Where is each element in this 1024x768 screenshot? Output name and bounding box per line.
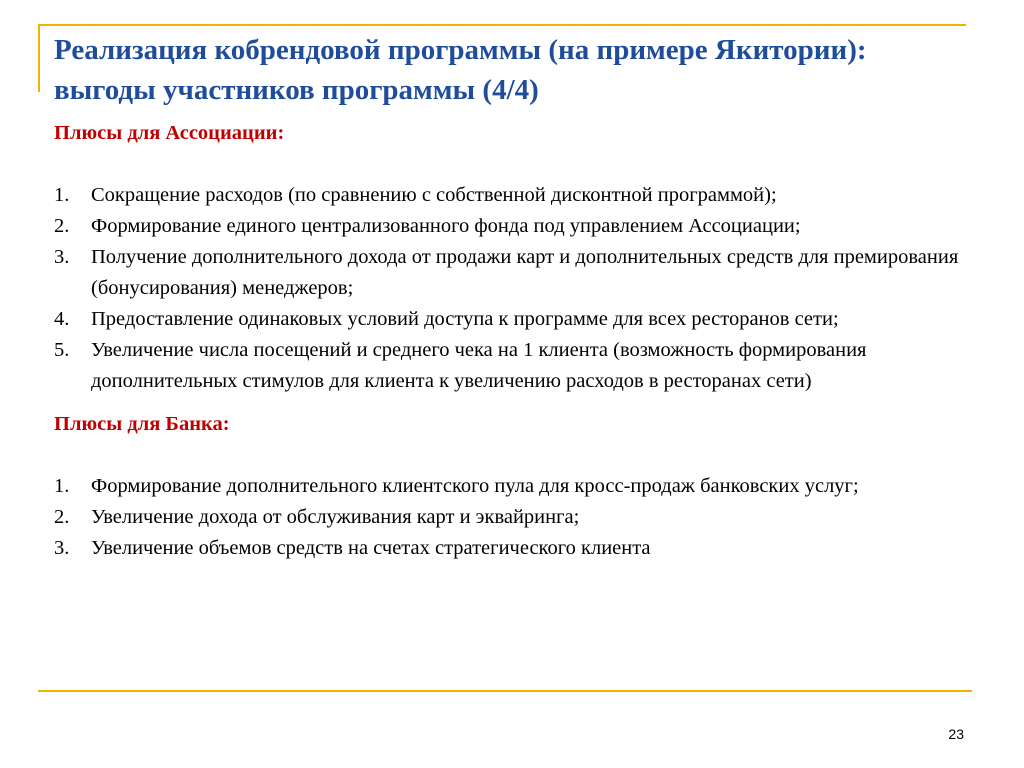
bank-benefits-list [54, 471, 964, 564]
section-bank [54, 409, 964, 564]
list-item-text: Увеличение объемов средств на счетах стратегического клиента [91, 537, 651, 559]
section-heading-bank: Плюсы для Банка: [54, 413, 230, 435]
slide-title: Реализация кобрендовой программы (на примере Якитории): выгоды участников программы (4/4) [54, 34, 867, 106]
bottom-border-line [38, 690, 972, 692]
list-item-number: 1. [54, 475, 70, 497]
list-item-text: Увеличение дохода от обслуживания карт и эквайринга; [91, 506, 580, 528]
list-item-number: 2. [54, 506, 70, 528]
association-benefits-list [54, 180, 964, 397]
list-item-text: Предоставление одинаковых условий доступа к программе для всех ресторанов сети; [91, 308, 839, 330]
list-item-number: 2. [54, 215, 70, 237]
blank-line [54, 440, 964, 471]
list-item-text: Формирование единого централизованного фонда под управлением Ассоциации; [91, 215, 801, 237]
list-item [54, 533, 964, 564]
list-item [54, 502, 964, 533]
slide-content [54, 118, 964, 564]
section-gap [54, 397, 964, 409]
list-item-text: Получение дополнительного дохода от продажи карт и дополнительных средств для премирования (бонусирования) менеджеров; [91, 246, 959, 299]
list-item [54, 471, 964, 502]
left-border-line [38, 24, 40, 92]
list-item-text: Сокращение расходов (по сравнению с собственной дисконтной программой); [91, 184, 777, 206]
page-number: 23 [948, 726, 964, 742]
list-item [54, 304, 964, 335]
list-item-number: 4. [54, 308, 70, 330]
top-border-line [38, 24, 966, 26]
list-item-number: 3. [54, 537, 70, 559]
blank-line [54, 149, 964, 180]
list-item-number: 5. [54, 339, 70, 361]
section-heading-association: Плюсы для Ассоциации: [54, 122, 285, 144]
list-item-number: 1. [54, 184, 70, 206]
list-item [54, 211, 964, 242]
list-item [54, 335, 964, 397]
list-item [54, 180, 964, 211]
list-item [54, 242, 964, 304]
list-item-text: Увеличение числа посещений и среднего чека на 1 клиента (возможность формирования дополнительных стимулов для клиента к увеличению расходов в ресторанах сети) [91, 339, 867, 392]
list-item-number: 3. [54, 246, 70, 268]
list-item-text: Формирование дополнительного клиентского пула для кросс-продаж банковских услуг; [91, 475, 859, 497]
section-association [54, 118, 964, 397]
